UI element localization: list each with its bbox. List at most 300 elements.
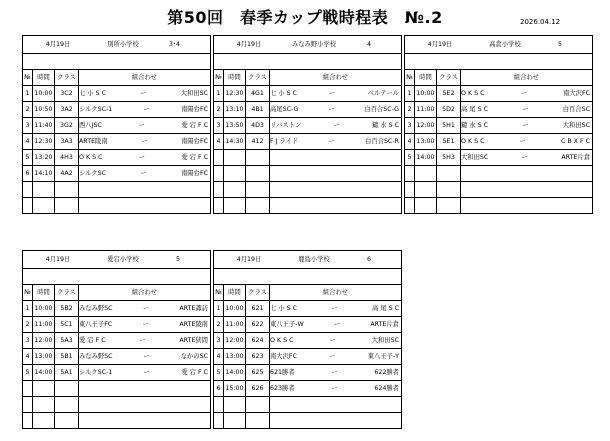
row-no: 3 xyxy=(23,118,33,134)
home-team: O K S C xyxy=(461,90,485,97)
row-time: 12:00 xyxy=(415,118,437,134)
empty-cell xyxy=(246,198,270,214)
empty-cell xyxy=(437,166,461,182)
col-time-header: 時間 xyxy=(33,285,55,301)
row-time: 14:30 xyxy=(224,134,246,150)
versus-dash: ー xyxy=(139,337,146,344)
home-team: 西八JSC xyxy=(79,122,102,129)
row-time: 11:40 xyxy=(33,118,55,134)
away-team: 愛 宕 F C xyxy=(181,369,208,376)
row-match xyxy=(270,333,402,349)
row-time: 10:00 xyxy=(33,301,55,317)
row-match xyxy=(270,102,402,118)
row-no: 5 xyxy=(23,365,33,381)
away-team: 南陽台FC xyxy=(181,138,208,145)
row-class: 4B1 xyxy=(246,102,270,118)
empty-cell xyxy=(55,397,79,413)
column-header-row xyxy=(214,285,402,301)
block-venue: みなみ野小学校 xyxy=(291,41,337,48)
empty-cell xyxy=(79,198,211,214)
schedule-table xyxy=(404,35,593,214)
empty-cell xyxy=(461,182,593,198)
empty-cell xyxy=(246,182,270,198)
table-row xyxy=(214,150,402,166)
row-match xyxy=(270,86,402,102)
row-time: 15:00 xyxy=(224,381,246,397)
spacer-row xyxy=(405,54,593,70)
empty-cell xyxy=(270,150,402,166)
schedule-table xyxy=(213,35,402,214)
away-team: C B X F C xyxy=(560,138,590,145)
versus-dash: ー xyxy=(520,90,527,97)
row-match xyxy=(79,150,211,166)
table-row xyxy=(214,397,402,413)
empty-cell xyxy=(23,198,33,214)
home-team: 621勝者 xyxy=(270,369,295,376)
home-team: O K S C xyxy=(270,337,294,344)
empty-cell xyxy=(214,150,224,166)
versus-dash: ー xyxy=(140,170,147,177)
row-time: 12:00 xyxy=(33,333,55,349)
versus-dash: ー xyxy=(333,122,340,129)
row-no: 3 xyxy=(214,118,224,134)
away-team: 白百合SC xyxy=(562,106,590,113)
empty-cell xyxy=(415,198,437,214)
block-venue: 高倉小学校 xyxy=(489,41,521,48)
empty-cell xyxy=(246,397,270,413)
versus-dash: ー xyxy=(329,337,336,344)
empty-cell xyxy=(224,166,246,182)
row-no: 6 xyxy=(214,381,224,397)
schedule-block-atago xyxy=(22,250,211,429)
table-row xyxy=(23,102,211,118)
block-date: 4月19日 xyxy=(45,41,71,48)
row-class: 3A3 xyxy=(55,134,79,150)
row-no: 4 xyxy=(214,134,224,150)
home-team: 623勝者 xyxy=(270,385,295,392)
row-no: 1 xyxy=(23,86,33,102)
col-no-header: № xyxy=(23,285,33,301)
row-match xyxy=(461,86,593,102)
block-header xyxy=(405,36,593,54)
row-class: 412 xyxy=(246,134,270,150)
versus-dash: ー xyxy=(140,90,147,97)
versus-dash: ー xyxy=(143,106,150,113)
row-class: 5A3 xyxy=(55,333,79,349)
table-row xyxy=(214,413,402,429)
row-class: 3A2 xyxy=(55,102,79,118)
away-team: 大和田SC xyxy=(562,122,590,129)
block-header xyxy=(214,251,402,269)
row-no: 2 xyxy=(214,102,224,118)
col-class-header: クラス xyxy=(246,285,270,301)
block-field: 3･4 xyxy=(168,41,180,48)
row-no: 2 xyxy=(23,317,33,333)
block-date: 4月19日 xyxy=(427,41,453,48)
away-team: 白百合SC-G xyxy=(364,106,399,113)
empty-cell xyxy=(246,150,270,166)
col-match-header: 組合わせ xyxy=(79,285,211,301)
row-match xyxy=(79,349,211,365)
row-match xyxy=(79,365,211,381)
col-class-header: クラス xyxy=(55,70,79,86)
row-match xyxy=(461,118,593,134)
row-class: 4H3 xyxy=(55,150,79,166)
empty-cell xyxy=(79,413,211,429)
table-row xyxy=(405,150,593,166)
versus-dash: ー xyxy=(143,353,150,360)
row-class: 3G2 xyxy=(55,118,79,134)
col-match-header: 組合わせ xyxy=(270,285,402,301)
row-time: 13:00 xyxy=(224,349,246,365)
home-team: 高尾SC-G xyxy=(270,106,299,113)
row-match xyxy=(79,301,211,317)
column-header-row xyxy=(23,285,211,301)
empty-cell xyxy=(214,198,224,214)
row-time: 14:00 xyxy=(33,365,55,381)
issue-date: 2026.04.12 xyxy=(520,18,561,26)
row-time: 13:00 xyxy=(33,349,55,365)
away-team: 白百合SC-R xyxy=(365,138,399,145)
row-no: 4 xyxy=(23,349,33,365)
page-title: 第50回 春季カップ戦時程表 №.2 xyxy=(167,8,443,27)
away-team: 鑓 水 S C xyxy=(372,122,399,129)
versus-dash: ー xyxy=(522,122,529,129)
empty-cell xyxy=(415,182,437,198)
versus-dash: ー xyxy=(143,369,150,376)
table-row xyxy=(214,86,402,102)
versus-dash: ー xyxy=(141,138,148,145)
empty-cell xyxy=(79,381,211,397)
table-row xyxy=(23,86,211,102)
empty-cell xyxy=(33,413,55,429)
empty-cell xyxy=(23,381,33,397)
col-time-header: 時間 xyxy=(33,70,55,86)
table-row xyxy=(405,134,593,150)
empty-cell xyxy=(405,166,415,182)
versus-dash: ー xyxy=(331,369,338,376)
table-row xyxy=(23,198,211,214)
away-team: 東八王子-Y xyxy=(367,353,399,360)
table-row xyxy=(23,182,211,198)
versus-dash: ー xyxy=(328,106,335,113)
block-header xyxy=(23,36,211,54)
home-team: 愛 宕 F C xyxy=(79,337,106,344)
empty-cell xyxy=(79,182,211,198)
versus-dash: ー xyxy=(331,305,338,312)
empty-cell xyxy=(23,182,33,198)
empty-cell xyxy=(224,413,246,429)
home-team: F J ライド xyxy=(270,138,299,145)
table-row xyxy=(214,166,402,182)
schedule-block-minamino xyxy=(213,35,402,214)
empty-cell xyxy=(55,198,79,214)
block-venue: 別所小学校 xyxy=(107,41,139,48)
schedule-table xyxy=(22,35,211,214)
row-class: 624 xyxy=(246,333,270,349)
table-row xyxy=(214,301,402,317)
empty-cell xyxy=(55,182,79,198)
table-row xyxy=(214,365,402,381)
versus-dash: ー xyxy=(138,122,145,129)
empty-cell xyxy=(224,397,246,413)
row-class: 4D3 xyxy=(246,118,270,134)
col-match-header: 組合わせ xyxy=(79,70,211,86)
row-match xyxy=(79,86,211,102)
schedule-table xyxy=(22,250,211,429)
table-row xyxy=(405,166,593,182)
table-row xyxy=(214,102,402,118)
row-match xyxy=(270,134,402,150)
home-team: O K S C xyxy=(461,138,485,145)
table-row xyxy=(214,333,402,349)
row-no: 3 xyxy=(23,333,33,349)
empty-cell xyxy=(224,198,246,214)
row-match xyxy=(461,150,593,166)
row-no: 4 xyxy=(405,134,415,150)
empty-cell xyxy=(437,182,461,198)
home-team: ARTE陵南 xyxy=(79,138,108,145)
row-match xyxy=(270,301,402,317)
home-team: リバストン xyxy=(270,122,302,129)
home-team: シルクSC-1 xyxy=(79,106,113,113)
row-time: 12:30 xyxy=(33,134,55,150)
away-team: ベルテール xyxy=(367,90,399,97)
empty-cell xyxy=(270,198,402,214)
row-time: 10:00 xyxy=(415,86,437,102)
versus-dash: ー xyxy=(329,353,336,360)
col-match-header: 組合わせ xyxy=(270,70,402,86)
col-no-header: № xyxy=(23,70,33,86)
away-team: ARTE諏訪 xyxy=(179,305,208,312)
table-row xyxy=(23,413,211,429)
away-team: 大和田SC xyxy=(180,90,208,97)
row-match xyxy=(270,118,402,134)
row-class: 621 xyxy=(246,301,270,317)
away-team: ARTE陵南 xyxy=(179,321,208,328)
versus-dash: ー xyxy=(331,385,338,392)
versus-dash: ー xyxy=(329,90,336,97)
schedule-block-kashima xyxy=(213,250,402,429)
col-time-header: 時間 xyxy=(224,285,246,301)
table-row xyxy=(23,301,211,317)
row-match xyxy=(79,102,211,118)
empty-cell xyxy=(79,397,211,413)
row-match xyxy=(79,134,211,150)
table-row xyxy=(23,134,211,150)
row-time: 10:00 xyxy=(224,301,246,317)
block-field: 4 xyxy=(366,41,371,48)
row-no: 4 xyxy=(23,134,33,150)
home-team: 大和田SC xyxy=(461,154,489,161)
schedule-block-takakura xyxy=(404,35,593,214)
spacer-row xyxy=(214,54,402,70)
empty-cell xyxy=(270,166,402,182)
row-match xyxy=(270,381,402,397)
block-date: 4月19日 xyxy=(236,41,262,48)
row-class: 3C2 xyxy=(55,86,79,102)
row-class: 623 xyxy=(246,349,270,365)
away-team: 高 尾 S C xyxy=(371,305,399,312)
block-date: 4月19日 xyxy=(45,256,71,263)
versus-dash: ー xyxy=(138,154,146,161)
versus-dash: ー xyxy=(333,321,341,328)
versus-dash: ー xyxy=(519,138,526,145)
home-team: 高 尾 S C xyxy=(461,106,488,113)
table-row xyxy=(23,150,211,166)
away-team: 南陽台FC xyxy=(181,170,208,177)
row-match xyxy=(270,349,402,365)
home-team: 東八王子-W xyxy=(270,321,304,328)
empty-cell xyxy=(270,182,402,198)
block-venue: 鹿島小学校 xyxy=(298,256,330,263)
row-no: 1 xyxy=(405,86,415,102)
row-time: 11:00 xyxy=(415,102,437,118)
row-match xyxy=(79,118,211,134)
empty-cell xyxy=(246,413,270,429)
row-no: 2 xyxy=(405,102,415,118)
home-team: 南大沢FC xyxy=(270,353,297,360)
table-row xyxy=(23,381,211,397)
row-class: 5B2 xyxy=(55,301,79,317)
table-row xyxy=(405,86,593,102)
row-no: 5 xyxy=(23,150,33,166)
block-field: 5 xyxy=(175,256,180,263)
table-row xyxy=(214,349,402,365)
block-header xyxy=(23,251,211,269)
table-row xyxy=(214,134,402,150)
versus-dash: ー xyxy=(142,321,149,328)
away-team: 南大沢FC xyxy=(563,90,590,97)
home-team: 七 小 S C xyxy=(79,90,106,97)
empty-cell xyxy=(415,166,437,182)
away-team: 622勝者 xyxy=(374,369,399,376)
row-match xyxy=(270,317,402,333)
table-row xyxy=(23,397,211,413)
row-time: 14:00 xyxy=(415,150,437,166)
table-row xyxy=(214,198,402,214)
versus-dash: ー xyxy=(328,138,335,145)
col-class-header: クラス xyxy=(437,70,461,86)
table-row xyxy=(405,118,593,134)
table-row xyxy=(214,317,402,333)
empty-cell xyxy=(270,413,402,429)
row-match xyxy=(461,134,593,150)
empty-cell xyxy=(224,182,246,198)
empty-cell xyxy=(33,182,55,198)
empty-cell xyxy=(405,182,415,198)
row-class: 4A2 xyxy=(55,166,79,182)
away-team: 大和田SC xyxy=(371,337,399,344)
empty-cell xyxy=(270,397,402,413)
home-team: 東八王子FC xyxy=(79,321,113,328)
row-time: 13:50 xyxy=(224,118,246,134)
row-time: 11:00 xyxy=(33,317,55,333)
away-team: 愛 宕 F C xyxy=(181,154,208,161)
row-time: 12:30 xyxy=(224,86,246,102)
row-class: 626 xyxy=(246,381,270,397)
table-row xyxy=(214,182,402,198)
row-time: 10:50 xyxy=(33,102,55,118)
column-header-row xyxy=(214,70,402,86)
empty-cell xyxy=(224,150,246,166)
table-row xyxy=(405,182,593,198)
row-no: 2 xyxy=(23,102,33,118)
col-time-header: 時間 xyxy=(415,70,437,86)
table-row xyxy=(214,381,402,397)
empty-cell xyxy=(33,381,55,397)
home-team: シルクSC xyxy=(79,170,107,177)
spacer-row xyxy=(214,269,402,285)
away-team: なかのSC xyxy=(180,353,208,360)
row-no: 4 xyxy=(214,349,224,365)
row-no: 1 xyxy=(23,301,33,317)
home-team: 七 小 S C xyxy=(270,305,297,312)
empty-cell xyxy=(214,166,224,182)
table-row xyxy=(23,365,211,381)
row-class: 4G1 xyxy=(246,86,270,102)
empty-cell xyxy=(55,381,79,397)
row-class: 5C1 xyxy=(55,317,79,333)
row-time: 14:10 xyxy=(33,166,55,182)
col-class-header: クラス xyxy=(246,70,270,86)
row-time: 14:00 xyxy=(224,365,246,381)
column-header-row xyxy=(405,70,593,86)
empty-cell xyxy=(405,198,415,214)
row-no: 1 xyxy=(214,301,224,317)
table-row xyxy=(23,333,211,349)
col-time-header: 時間 xyxy=(224,70,246,86)
table-row xyxy=(23,118,211,134)
home-team: 七 小 S C xyxy=(270,90,297,97)
block-header xyxy=(214,36,402,54)
row-class: 5H1 xyxy=(437,118,461,134)
versus-dash: ー xyxy=(522,106,529,113)
row-class: 622 xyxy=(246,317,270,333)
row-class: 5E2 xyxy=(437,86,461,102)
empty-cell xyxy=(461,166,593,182)
table-row xyxy=(405,102,593,118)
row-match xyxy=(79,317,211,333)
empty-cell xyxy=(55,413,79,429)
row-class: 5E1 xyxy=(437,134,461,150)
col-no-header: № xyxy=(405,70,415,86)
empty-cell xyxy=(214,397,224,413)
row-no: 1 xyxy=(214,86,224,102)
col-no-header: № xyxy=(214,70,224,86)
row-time: 13:10 xyxy=(224,102,246,118)
table-row xyxy=(23,349,211,365)
row-no: 5 xyxy=(405,150,415,166)
home-team: 鑓 水 S C xyxy=(461,122,488,129)
row-class: 5H3 xyxy=(437,150,461,166)
row-time: 13:00 xyxy=(415,134,437,150)
block-venue: 愛宕小学校 xyxy=(107,256,139,263)
row-no: 6 xyxy=(23,166,33,182)
row-no: 3 xyxy=(214,333,224,349)
home-team: シルクSC-1 xyxy=(79,369,113,376)
home-team: みなみ野SC xyxy=(79,305,113,312)
empty-cell xyxy=(461,198,593,214)
empty-cell xyxy=(33,397,55,413)
col-no-header: № xyxy=(214,285,224,301)
table-row xyxy=(23,317,211,333)
empty-cell xyxy=(214,182,224,198)
row-time: 12:00 xyxy=(224,333,246,349)
empty-cell xyxy=(23,413,33,429)
row-class: 625 xyxy=(246,365,270,381)
row-no: 3 xyxy=(405,118,415,134)
